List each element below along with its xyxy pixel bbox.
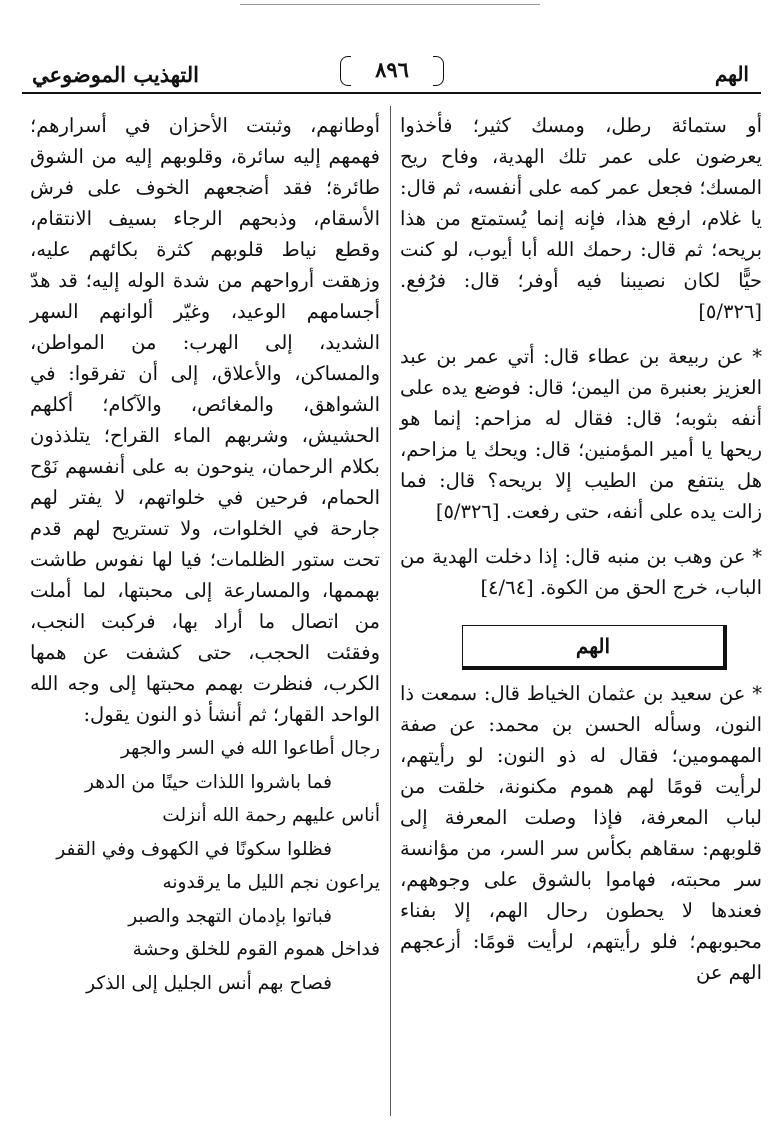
paragraph: أوطانهم، وثبتت الأحزان في أسرارهم؛ فهمهم إليه سائرة، وقلوبهم إليه من الشوق طائرة؛ فقد أضجعهم الخوف على فرش الأسقام، وذبحهم الرجاء بسيف الانتقام، وقطع نياط قلوبهم كثرة بكائهم عليه، وزهقت أرواحهم من شدة الوله إليه؛ قد هدّ أجسامهم الوعيد، وغيّر ألوانهم السهر الشديد، إلى الهرب: من المواطن، والمساكن، والأعلاق، إلى أن تفرقوا: في الشواهق، والمغائص، والآكام؛ أكلهم الحشيش، وشربهم الماء القراح؛ يتلذذون بكلام الرحمان، ينوحون به على أنفسهم نَوْح الحمام، فرحين في خلواتهم، لا يفتر لهم جارحة في الخلوات، ولا تستريح لهم قدم تحت ستور الظلمات؛ فيا لها نفوس طاشت بهممها، والمسارعة إلى محبتها، لما أملت من اتصال ما أراد بها، فركبت النجب، وفقئت الحجب، حتى كشفت عن همها الكرب، فنظرت بهمم محبتها إلى وجه الله الواحد القهار؛ ثم أنشأ ذو النون يقول: xyxy=(30,114,380,726)
poem-line: فما باشروا اللذات حينًا من الدهر xyxy=(85,771,332,793)
top-rule xyxy=(240,4,540,5)
ornament-bracket-left xyxy=(340,56,351,86)
paragraph: * عن وهب بن منبه قال: إذا دخلت الهدية من الباب، خرج الحق من الكوة. [٤/٦٤] xyxy=(400,545,762,599)
poem-line: أناس عليهم رحمة الله أنزلت xyxy=(162,805,380,826)
poem-line: فظلوا سكونًا في الكهوف وفي القفر xyxy=(56,838,332,860)
page-header xyxy=(22,50,761,100)
header-rule xyxy=(22,92,761,94)
poem-line: فباتوا بإدمان التهجد والصبر xyxy=(128,905,332,927)
poem xyxy=(30,732,380,1000)
poem-line: فصاح بهم أنس الجليل إلى الذكر xyxy=(86,972,332,994)
right-column xyxy=(400,110,762,988)
section-heading-box xyxy=(462,625,727,670)
left-column xyxy=(30,110,380,1000)
ornament-bracket-right xyxy=(433,56,444,86)
column-divider xyxy=(390,106,391,1116)
poem-line: يراعون نجم الليل ما يرقدونه xyxy=(162,872,380,893)
page-number: ٨٩٦ xyxy=(375,57,409,82)
page-number-frame xyxy=(340,52,444,88)
paragraph: * عن ربيعة بن عطاء قال: أتي عمر بن عبد العزيز بعنبرة من اليمن؛ قال: فوضع يده على أنفه بثوبه؛ قال: فقال له مزاحم: إنما هو ريحها يا أمير المؤمنين؛ قال: ويحك يا مزاحم، هل ينتفع من الطيب إلا بريحه؟ قال: فما زالت يده على أنفه، حتى رفعت. [٥/٣٢٦] xyxy=(400,345,762,523)
paragraph: أو ستمائة رطل، ومسك كثير؛ فأخذوا يعرضون على عمر تلك الهدية، وفاح ريح المسك؛ فجعل عمر كمه على أنفسه، ثم قال: يا غلام، ارفع هذا، فإنه إنما يُستمتع من هذا بريحه؛ ثم قال: رحمك الله أبا أيوب، لو كنت حيًّا لكان نصيبنا فيه أوفر؛ قال: فرُفع. [٥/٣٢٦] xyxy=(400,114,762,323)
book-title: التهذيب الموضوعي xyxy=(32,62,199,87)
section-title: الهم xyxy=(714,62,749,86)
section-heading: الهم xyxy=(575,633,611,658)
poem-line: فداخل هموم القوم للخلق وحشة xyxy=(132,939,380,960)
poem-line: رجال أطاعوا الله في السر والجهر xyxy=(120,738,380,759)
paragraph: * عن سعيد بن عثمان الخياط قال: سمعت ذا النون، وسأله الحسن بن محمد: عن صفة المهمومين؛ فقال له ذو النون: لو رأيتهم، لرأيت قومًا لهم هموم مكنونة، خلقت من لباب المعرفة، فإذا وصلت المعرفة إلى قلوبهم: سقاهم بكأس سر السر، من مؤانسة سر محبته، فهاموا بالشوق على وجوههم، فعندها لا يحطون رحال الهم، إلا بفناء محبوبهم؛ فلو رأيتهم، لرأيت قومًا: أزعجهم الهم عن xyxy=(400,682,762,984)
